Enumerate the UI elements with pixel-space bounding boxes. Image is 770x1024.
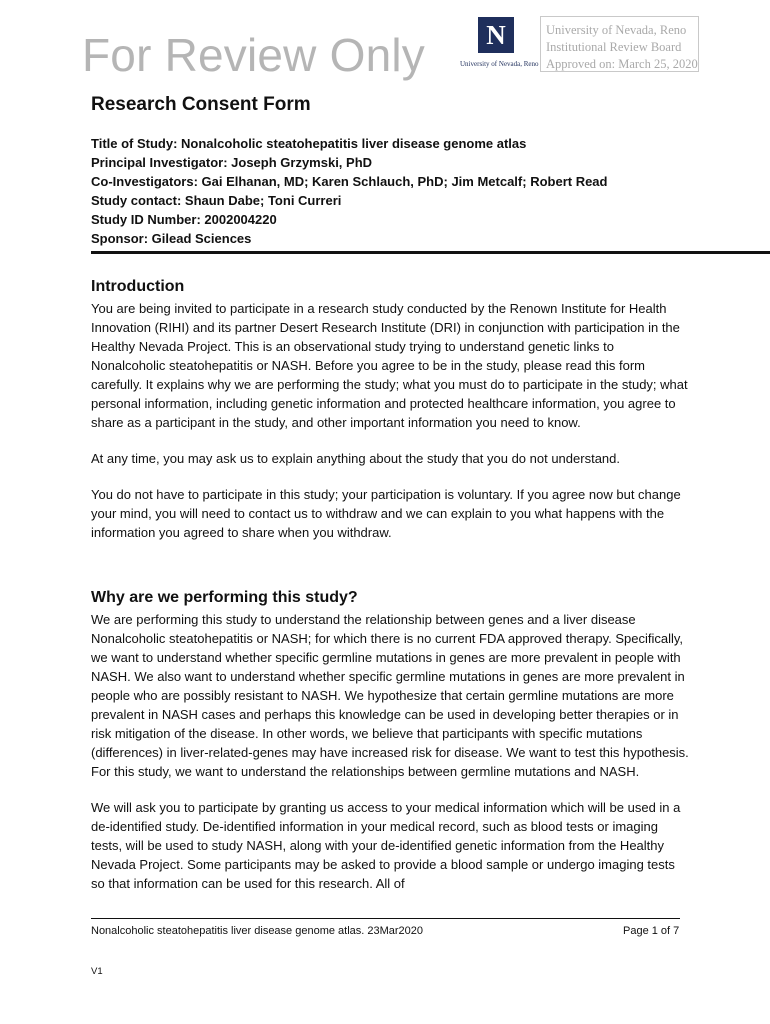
logo-letter: N (486, 19, 506, 50)
co-investigators: Co-Investigators: Gai Elhanan, MD; Karen Schlauch, PhD; Jim Metcalf; Robert Read (91, 174, 608, 189)
form-title: Research Consent Form (91, 94, 311, 115)
header-divider (91, 251, 770, 254)
header-block (91, 94, 691, 248)
footer-divider (91, 918, 680, 919)
irb-approval-stamp (540, 16, 699, 72)
version-label: V1 (91, 966, 103, 977)
review-watermark: For Review Only (82, 29, 425, 81)
sponsor: Sponsor: Gilead Sciences (91, 231, 252, 246)
paragraph: You are being invited to participate in a research study conducted by the Renown Institute for Health Innovation (RIHI) and its partner Desert Research Institute (DRI) in conjunction with participation in the Healthy Nevada Project. This is an observational study trying to understand genetic links to Nonalcoholic steatohepatitis or NASH. Before you agree to be in the study, please read this form carefully. It explains why we are performing the study; what you must do to participate in the study; what personal information, including genetic information and protected healthcare information, you agree to share as a participant in the study, and other important information you need to know. (91, 301, 688, 430)
page-number: Page 1 of 7 (623, 925, 680, 937)
paragraph: At any time, you may ask us to explain anything about the study that you do not understand. (91, 451, 620, 466)
logo-monogram (478, 17, 514, 53)
logo-text: University of Nevada, Reno (460, 60, 539, 68)
study-id-number: Study ID Number: 2002004220 (91, 212, 277, 227)
study-contact: Study contact: Shaun Dabe; Toni Curreri (91, 193, 342, 208)
introduction-section (91, 278, 691, 559)
section-heading: Introduction (91, 278, 185, 295)
why-section (91, 589, 691, 910)
study-title: Title of Study: Nonalcoholic steatohepatitis liver disease genome atlas (91, 136, 527, 151)
footer-document-title: Nonalcoholic steatohepatitis liver disease genome atlas. 23Mar2020 (91, 925, 424, 937)
irb-line: Approved on: March 25, 2020 (546, 57, 698, 71)
principal-investigator: Principal Investigator: Joseph Grzymski, PhD (91, 155, 373, 170)
section-heading: Why are we performing this study? (91, 589, 358, 606)
university-logo (460, 17, 539, 68)
paragraph: We will ask you to participate by granting us access to your medical information which will be used in a de-identified study. De-identified information in your medical record, such as blood tests or imaging tests, will be used to study NASH, along with your de-identified genetic information from the Healthy Nevada Project. Some participants may be asked to provide a blood sample or undergo imaging tests so that information can be used for this research. All of (91, 800, 681, 891)
paragraph: We are performing this study to understand the relationship between genes and a liver disease Nonalcoholic steatohepatitis or NASH; for which there is no current FDA approved therapy. Specifically, we want to understand whether specific germline mutations in genes are more prevalent in people with NASH. We also want to understand whether specific germline mutations in genes are more prevalent in people who are possibly resistant to NASH. We hypothesize that certain germline mutations are more prevalent in NASH cases and perhaps this knowledge can be used in developing better therapies or in risk mitigation of the disease. In other words, we believe that participants with specific mutations (differences) in liver-related-genes may have increased risk for disease. We want to test this hypothesis. For this study, we want to understand the relationships between germline mutations and NASH. (91, 612, 689, 779)
paragraph: You do not have to participate in this study; your participation is voluntary. If you agree now but change your mind, you will need to contact us to withdraw and we can explain to you what happens with the information you agreed to share when you withdraw. (91, 487, 681, 540)
irb-line: University of Nevada, Reno (546, 23, 687, 37)
irb-line: Institutional Review Board (546, 40, 682, 54)
